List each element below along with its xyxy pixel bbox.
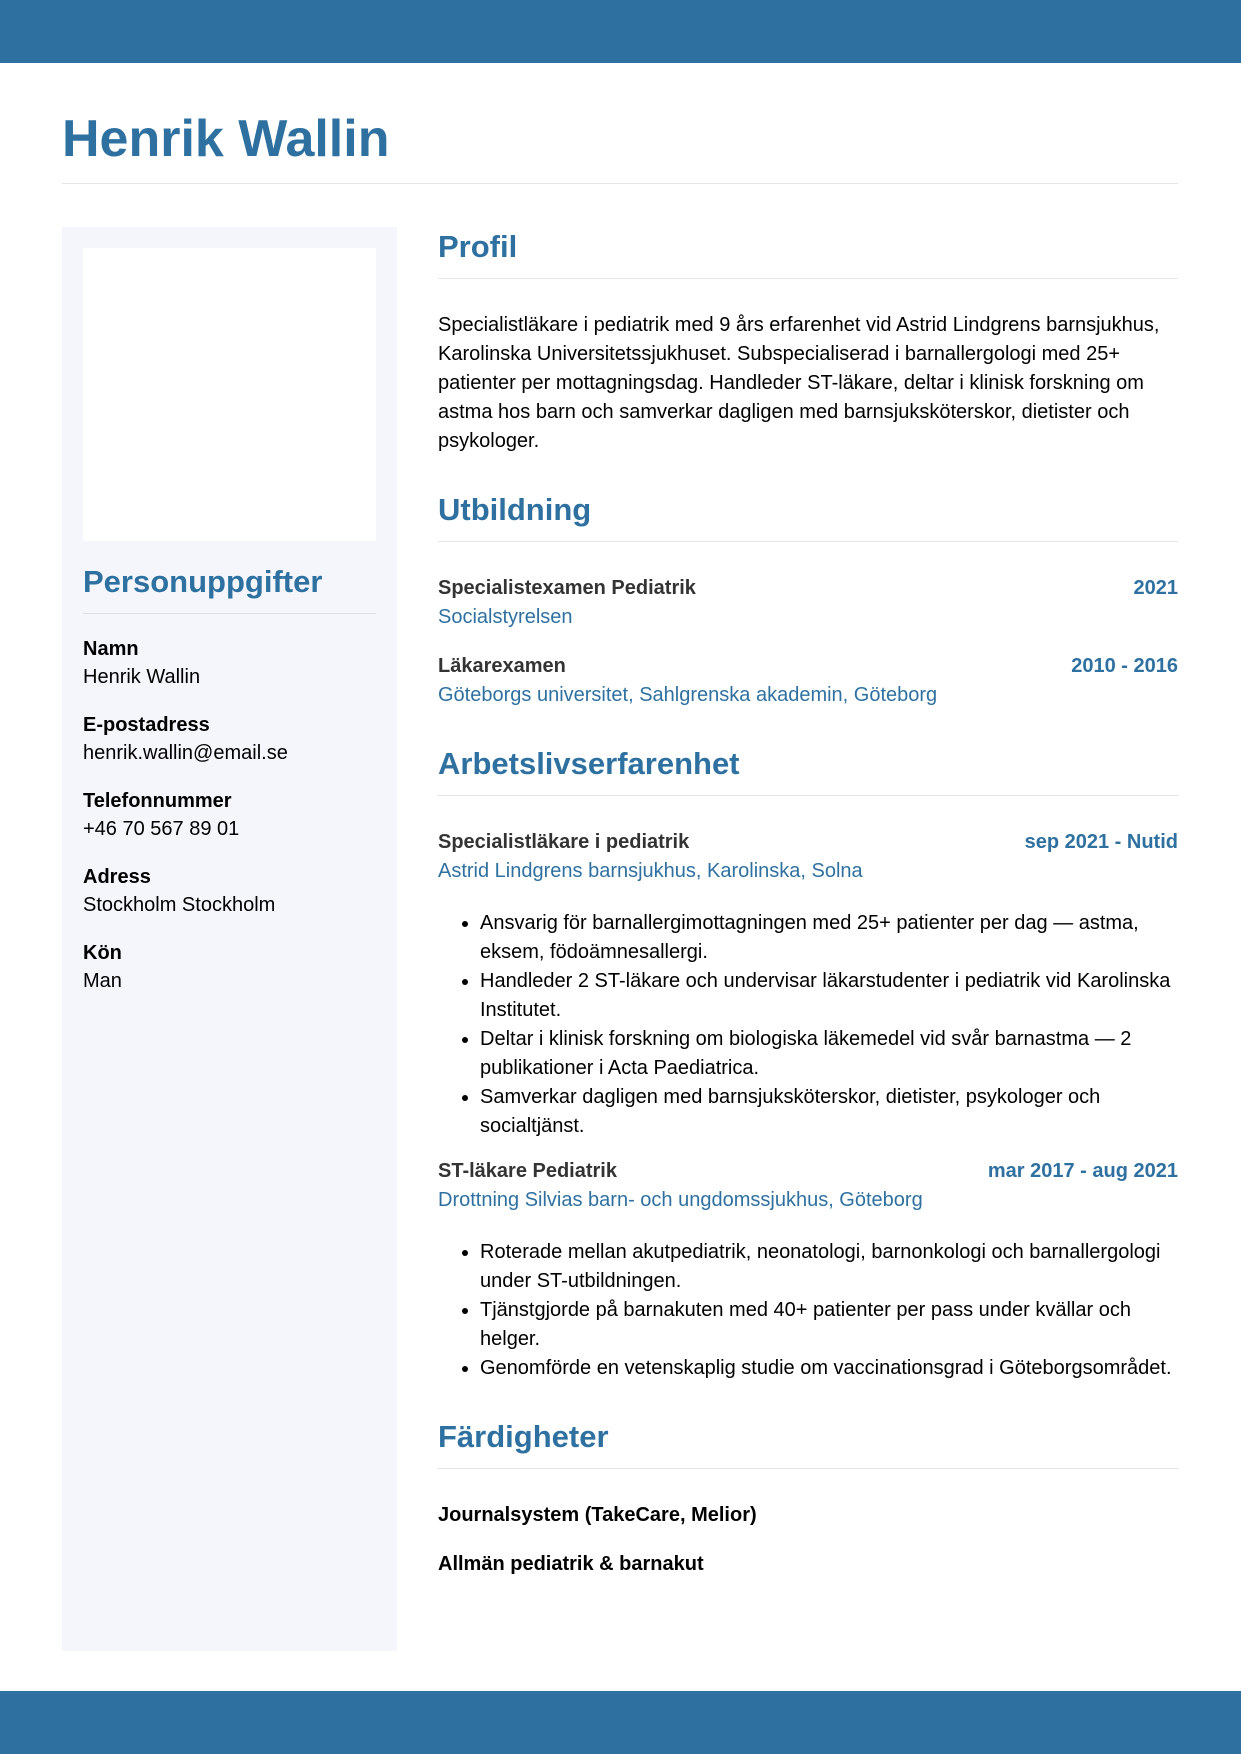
- education-entry: [438, 652, 1178, 710]
- education-date: 2021: [1133, 577, 1178, 599]
- title-divider: [62, 183, 1178, 184]
- section-divider: [438, 278, 1178, 279]
- bullet-item: • Tjänstgjorde på barnakuten med 40+ patienter per pass under kvällar och helger.: [480, 1296, 1178, 1354]
- experience-entry: [438, 828, 1178, 1141]
- info-value: Man: [83, 970, 122, 992]
- sidebar: [62, 227, 397, 1651]
- bullet-item: • Handleder 2 ST-läkare och undervisar läkarstudenter i pediatrik vid Karolinska Institutet.: [480, 967, 1178, 1025]
- info-label: Namn: [83, 638, 139, 660]
- personal-info-list: [83, 635, 376, 1015]
- job-employer: Drottning Silvias barn- och ungdomssjukhus, Göteborg: [438, 1189, 923, 1211]
- job-bullets: [438, 1238, 1178, 1383]
- bullet-item: • Ansvarig för barnallergimottagningen med 25+ patienter per dag — astma, eksem, födoämnesallergi.: [480, 909, 1178, 967]
- info-item-address: [83, 863, 376, 919]
- profile-section: [438, 227, 1178, 456]
- info-label: Adress: [83, 866, 151, 888]
- bottom-bar: [0, 1691, 1241, 1754]
- education-institution: Göteborgs universitet, Sahlgrenska akademin, Göteborg: [438, 684, 938, 706]
- bullet-item: • Deltar i klinisk forskning om biologiska läkemedel vid svår barnastma — 2 publikationer i Acta Paediatrica.: [480, 1025, 1178, 1083]
- education-title: Läkarexamen: [438, 655, 566, 677]
- main-content: [438, 227, 1178, 1599]
- education-title: Specialistexamen Pediatrik: [438, 577, 696, 599]
- job-date: sep 2021 - Nutid: [1024, 831, 1178, 853]
- job-title: ST-läkare Pediatrik: [438, 1160, 617, 1182]
- education-section: [438, 490, 1178, 710]
- info-item-email: [83, 711, 376, 767]
- info-value: +46 70 567 89 01: [83, 818, 240, 840]
- job-date: mar 2017 - aug 2021: [987, 1160, 1178, 1182]
- bullet-item: • Samverkar dagligen med barnsjuksköterskor, dietister, psykologer och socialtjänst.: [480, 1083, 1178, 1141]
- experience-heading: Arbetslivserfarenhet: [438, 746, 740, 781]
- section-divider: [438, 541, 1178, 542]
- skill-item: Allmän pediatrik & barnakut: [438, 1553, 704, 1575]
- education-institution: Socialstyrelsen: [438, 606, 573, 628]
- info-label: Telefonnummer: [83, 790, 232, 812]
- personal-info-heading: Personuppgifter: [83, 564, 323, 599]
- sidebar-divider: [83, 613, 376, 614]
- section-divider: [438, 1468, 1178, 1469]
- top-bar: [0, 0, 1241, 63]
- profile-photo: [83, 248, 376, 541]
- job-bullets: [438, 909, 1178, 1141]
- job-employer: Astrid Lindgrens barnsjukhus, Karolinska, Solna: [438, 860, 863, 882]
- skills-heading: Färdigheter: [438, 1419, 609, 1454]
- info-value: henrik.wallin@email.se: [83, 742, 288, 764]
- education-heading: Utbildning: [438, 492, 592, 527]
- info-item-name: [83, 635, 376, 691]
- info-label: Kön: [83, 942, 122, 964]
- info-item-phone: [83, 787, 376, 843]
- skills-section: [438, 1417, 1178, 1579]
- info-value: Henrik Wallin: [83, 666, 201, 688]
- education-entry: [438, 574, 1178, 632]
- profile-text: Specialistläkare i pediatrik med 9 års erfarenhet vid Astrid Lindgrens barnsjukhus, Karolinska Universitetssjukhuset. Subspecialiserad i barnallergologi med 25+ patienter per mottagningsdag. Handleder ST-läkare, deltar i klinisk forskning om astma hos barn och samverkar dagligen med barnsjuksköterskor, dietister och psykologer.: [438, 314, 1160, 452]
- page-title: Henrik Wallin: [62, 110, 390, 168]
- profile-heading: Profil: [438, 229, 518, 264]
- info-value: Stockholm Stockholm: [83, 894, 276, 916]
- bullet-item: • Genomförde en vetenskaplig studie om vaccinationsgrad i Göteborgsområdet.: [480, 1354, 1178, 1383]
- section-divider: [438, 795, 1178, 796]
- experience-section: [438, 744, 1178, 1383]
- info-item-gender: [83, 939, 376, 995]
- job-title: Specialistläkare i pediatrik: [438, 831, 690, 853]
- education-date: 2010 - 2016: [1071, 655, 1178, 677]
- bullet-item: • Roterade mellan akutpediatrik, neonatologi, barnonkologi och barnallergologi under ST-utbildningen.: [480, 1238, 1178, 1296]
- experience-entry: [438, 1157, 1178, 1383]
- info-label: E-postadress: [83, 714, 210, 736]
- skill-item: Journalsystem (TakeCare, Melior): [438, 1504, 757, 1526]
